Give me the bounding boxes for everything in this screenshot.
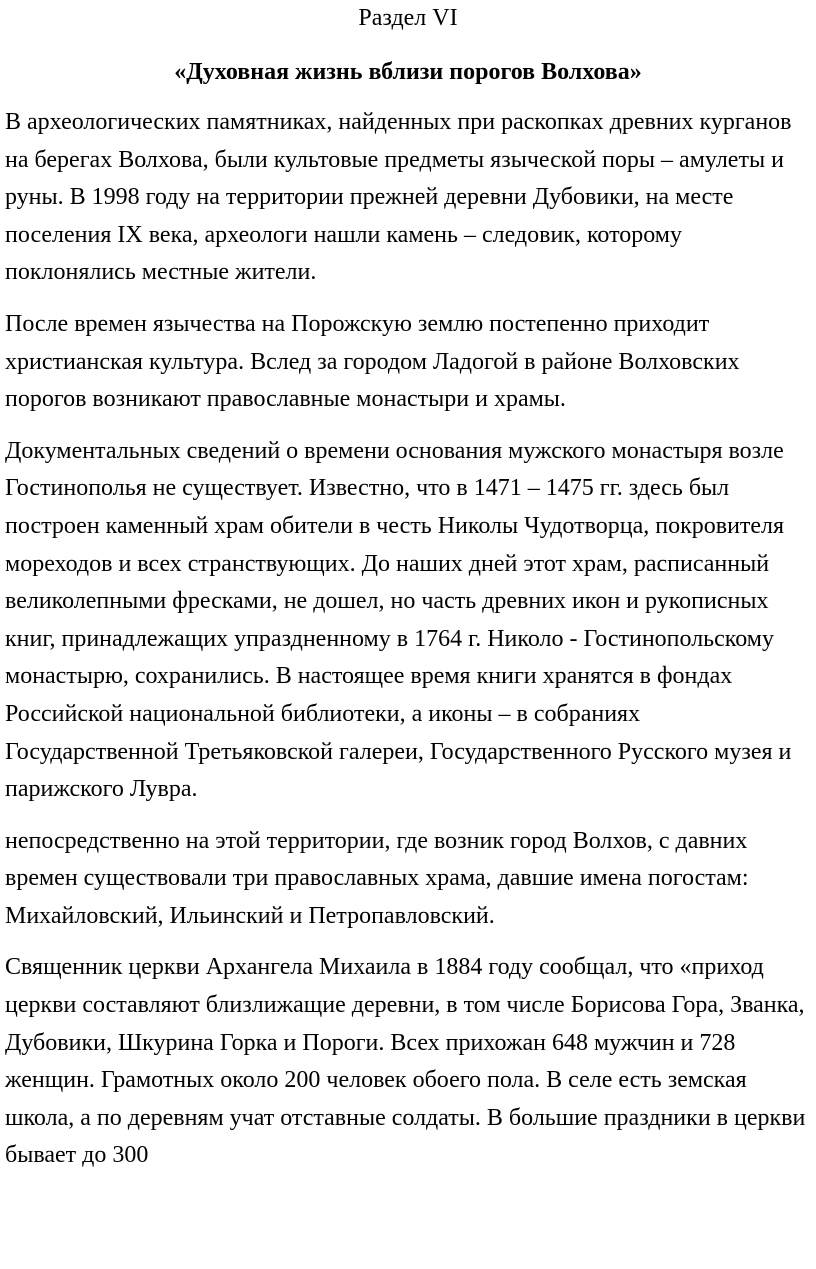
paragraph-priest-report: Священник церкви Архангела Михаила в 1884 году сообщал, что «приход церкви составляют близлижащие деревни, в том числе Борисова Гора, Званка, Дубовики, Шкурина Горка и Пороги. Всех прихожан 648 мужчин и 728 женщин. Грамотных около 200 человек обоего пола. В селе есть земская школа, а по деревням учат отставные солдаты. В большие праздники в церкви бывает до 300 xyxy=(5,954,806,1169)
paragraph-christianity: После времен язычества на Порожскую землю постепенно приходит христианская культура. Вслед за городом Ладогой в районе Волховских порогов возникают православные монастыри и храмы. xyxy=(5,310,740,413)
paragraph-churches: непосредственно на этой территории, где возник город Волхов, с давних времен существовали три православных храма, давшие имена погостам: Михайловский, Ильинский и Петропавловский. xyxy=(5,827,749,929)
document-title: «Духовная жизнь вблизи порогов Волхова» xyxy=(174,59,642,85)
document-body xyxy=(5,104,811,1189)
paragraph-archaeology: В археологических памятниках, найденных при раскопках древних курганов на берегах Волхова, были культовые предметы языческой поры – амулеты и руны. В 1998 году на территории прежней деревни Дубовики, на месте поселения IX века, археологи нашли камень – следовик, которому поклонялись местные жители. xyxy=(5,109,792,286)
paragraph-monastery: Документальных сведений о времени основания мужского монастыря возле Гостинополья не существует. Известно, что в 1471 – 1475 гг. здесь был построен каменный храм обители в честь Николы Чудотворца, покровителя мореходов и всех странствующих. До наших дней этот храм, расписанный великолепными фресками, не дошел, но часть древних икон и рукописных книг, принадлежащих упраздненному в 1764 г. Николо - Гостинопольскому монастырю, сохранились. В настоящее время книги хранятся в фондах Российской национальной библиотеки, а иконы – в собраниях Государственной Третьяковской галереи, Государственного Русского музея и парижского Лувра. xyxy=(5,437,792,803)
section-label: Раздел VI xyxy=(358,5,458,31)
